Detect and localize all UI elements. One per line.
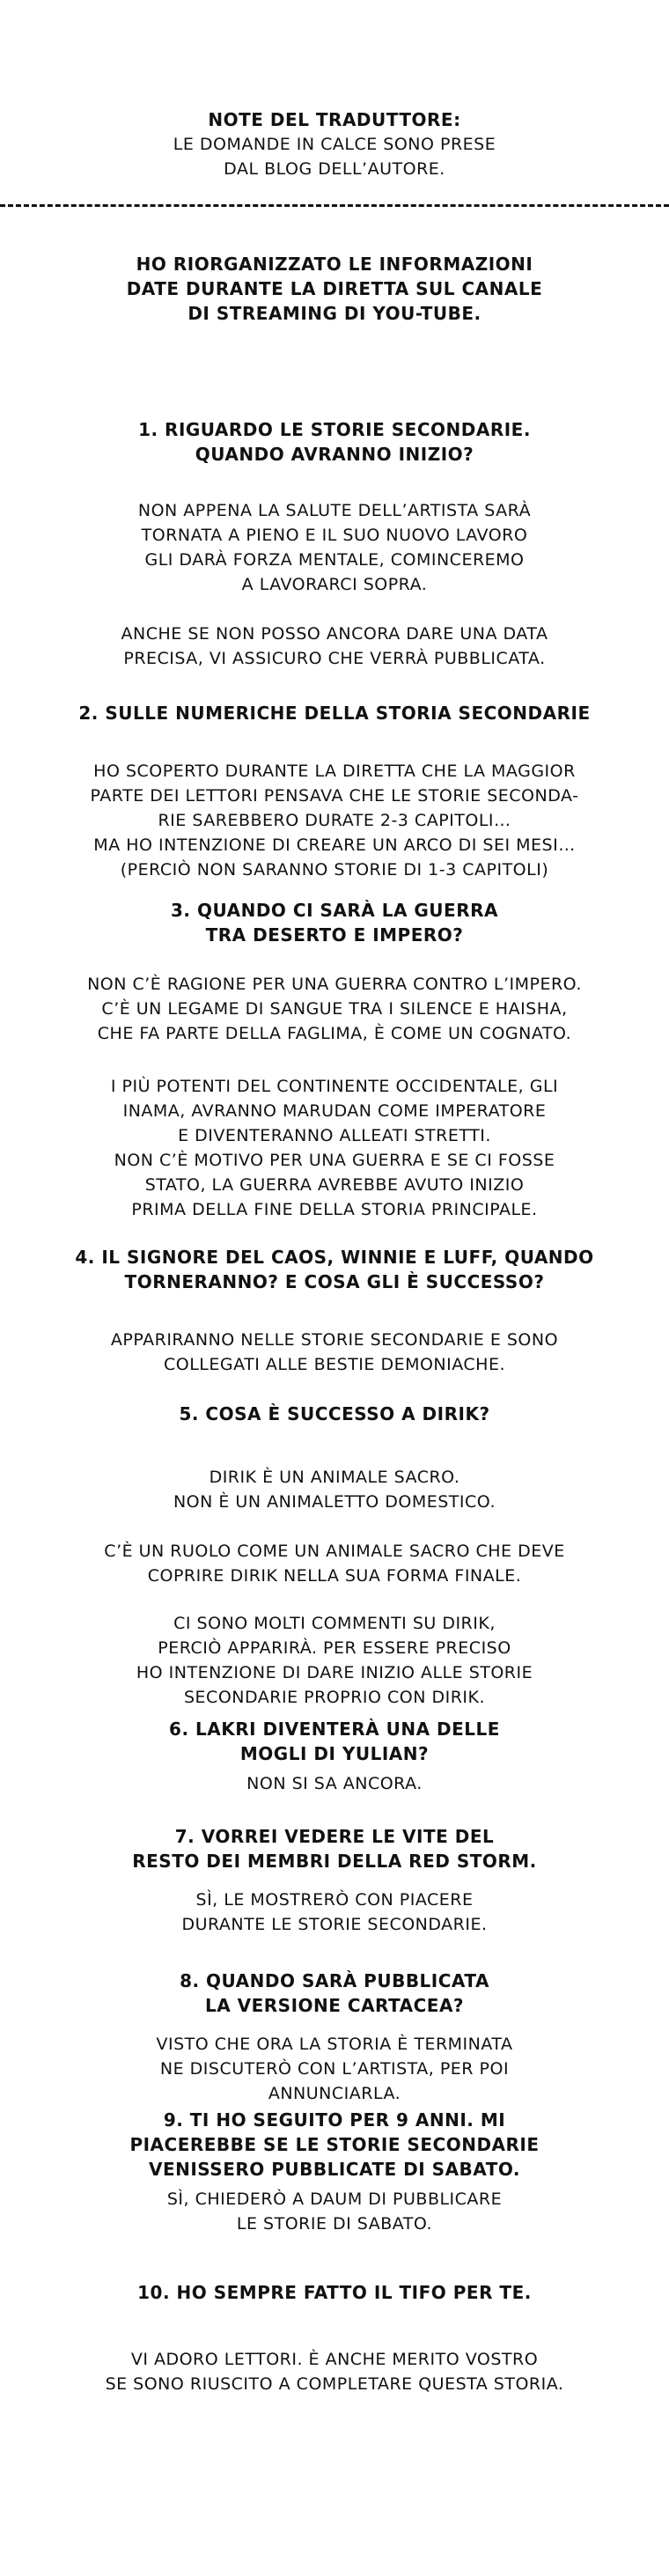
answer-1-part-1 <box>0 498 669 597</box>
question-line: TRA DESERTO E IMPERO? <box>205 924 464 946</box>
question-line: VENISSERO PUBBLICATE DI SABATO. <box>148 2159 521 2180</box>
answer-5-part-2 <box>0 1539 669 1588</box>
answer-line: ANCHE SE NON POSSO ANCORA DARE UNA DATA <box>121 624 548 644</box>
answer-4 <box>0 1328 669 1377</box>
question-8 <box>0 1969 669 2018</box>
question-line: 2. SULLE NUMERICHE DELLA STORIA SECONDARIE <box>78 703 591 724</box>
question-line: 4. IL SIGNORE DEL CAOS, WINNIE E LUFF, QUANDO <box>75 1247 594 1268</box>
question-10 <box>0 2280 669 2305</box>
answer-line: C’È UN LEGAME DI SANGUE TRA I SILENCE E HAISHA, <box>101 999 568 1019</box>
question-line: 7. VORREI VEDERE LE VITE DEL <box>174 1826 495 1847</box>
answer-line: INAMA, AVRANNO MARUDAN COME IMPERATORE <box>122 1101 547 1121</box>
question-5 <box>0 1402 669 1426</box>
answer-line: A LAVORARCI SOPRA. <box>241 575 428 594</box>
answer-line: NON È UN ANIMALETTO DOMESTICO. <box>173 1492 496 1512</box>
question-7 <box>0 1824 669 1873</box>
answer-line: COPRIRE DIRIK NELLA SUA FORMA FINALE. <box>147 1566 522 1586</box>
answer-3-part-1 <box>0 972 669 1046</box>
question-line: QUANDO AVRANNO INIZIO? <box>195 444 474 465</box>
answer-line: (PERCIÒ NON SARANNO STORIE DI 1-3 CAPITOLI) <box>120 860 549 880</box>
answer-7 <box>0 1888 669 1937</box>
question-6 <box>0 1717 669 1766</box>
question-1 <box>0 417 669 467</box>
answer-line: CI SONO MOLTI COMMENTI SU DIRIK, <box>173 1614 496 1633</box>
answer-line: NON C’È MOTIVO PER UNA GUERRA E SE CI FOSSE <box>114 1151 555 1170</box>
answer-line: DIRIK È UN ANIMALE SACRO. <box>209 1468 460 1487</box>
answer-line: PRECISA, VI ASSICURO CHE VERRÀ PUBBLICATA. <box>123 649 546 668</box>
intro-line: DI STREAMING DI YOU-TUBE. <box>187 303 482 324</box>
answer-3-part-2 <box>0 1074 669 1222</box>
answer-line: VISTO CHE ORA LA STORIA È TERMINATA <box>156 2035 513 2054</box>
answer-line: SÌ, LE MOSTRERÒ CON PIACERE <box>195 1890 474 1910</box>
answer-line: C’È UN RUOLO COME UN ANIMALE SACRO CHE DEVE <box>104 1542 565 1561</box>
question-4 <box>0 1245 669 1294</box>
question-line: 1. RIGUARDO LE STORIE SECONDARIE. <box>138 419 531 440</box>
answer-line: PARTE DEI LETTORI PENSAVA CHE LE STORIE SECONDA- <box>90 786 579 806</box>
answer-6 <box>0 1771 669 1796</box>
question-9 <box>0 2108 669 2182</box>
answer-line: SECONDARIE PROPRIO CON DIRIK. <box>183 1688 486 1707</box>
note-line: LE DOMANDE IN CALCE SONO PRESE <box>173 135 496 154</box>
answer-9 <box>0 2187 669 2236</box>
question-line: TORNERANNO? E COSA GLI È SUCCESSO? <box>124 1271 545 1292</box>
answer-line: I PIÙ POTENTI DEL CONTINENTE OCCIDENTALE, GLI <box>110 1077 559 1096</box>
question-line: MOGLI DI YULIAN? <box>239 1743 430 1764</box>
answer-line: GLI DARÀ FORZA MENTALE, COMINCEREMO <box>144 550 525 570</box>
question-2 <box>0 701 669 725</box>
answer-line: NE DISCUTERÒ CON L’ARTISTA, PER POI <box>159 2059 510 2079</box>
answer-line: HO INTENZIONE DI DARE INIZIO ALLE STORIE <box>136 1663 533 1682</box>
answer-line: PRIMA DELLA FINE DELLA STORIA PRINCIPALE. <box>131 1200 538 1219</box>
question-line: 9. TI HO SEGUITO PER 9 ANNI. MI <box>163 2109 506 2131</box>
answer-line: DURANTE LE STORIE SECONDARIE. <box>181 1915 488 1934</box>
answer-line: MA HO INTENZIONE DI CREARE UN ARCO DI SEI MESI… <box>93 835 576 855</box>
note-line: DAL BLOG DELL’AUTORE. <box>224 159 445 179</box>
answer-line: CHE FA PARTE DELLA FAGLIMA, È COME UN COGNATO. <box>97 1024 572 1043</box>
answer-line: APPARIRANNO NELLE STORIE SECONDARIE E SONO <box>110 1330 559 1350</box>
answer-line: VI ADORO LETTORI. È ANCHE MERITO VOSTRO <box>130 2350 539 2369</box>
answer-5-part-3 <box>0 1611 669 1710</box>
answer-line: NON C’È RAGIONE PER UNA GUERRA CONTRO L’IMPERO. <box>87 975 582 994</box>
note-line: NOTE DEL TRADUTTORE: <box>208 109 461 130</box>
question-line: LA VERSIONE CARTACEA? <box>204 1995 465 2016</box>
intro-paragraph <box>0 252 669 326</box>
question-line: RESTO DEI MEMBRI DELLA RED STORM. <box>132 1851 537 1872</box>
answer-line: SÌ, CHIEDERÒ A DAUM DI PUBBLICARE <box>166 2190 503 2209</box>
intro-line: HO RIORGANIZZATO LE INFORMAZIONI <box>136 254 533 275</box>
question-line: 10. HO SEMPRE FATTO IL TIFO PER TE. <box>137 2282 532 2303</box>
answer-line: ANNUNCIARLA. <box>268 2084 401 2103</box>
translator-note <box>0 107 669 181</box>
answer-line: RIE SAREBBERO DURATE 2-3 CAPITOLI… <box>158 811 511 830</box>
answer-10 <box>0 2347 669 2396</box>
question-line: PIACEREBBE SE LE STORIE SECONDARIE <box>129 2134 540 2155</box>
answer-line: NON SI SA ANCORA. <box>246 1774 423 1793</box>
question-line: 3. QUANDO CI SARÀ LA GUERRA <box>171 900 498 921</box>
answer-line: E DIVENTERANNO ALLEATI STRETTI. <box>178 1126 491 1145</box>
question-line: 6. LAKRI DIVENTERÀ UNA DELLE <box>169 1719 500 1740</box>
question-line: 8. QUANDO SARÀ PUBBLICATA <box>180 1970 489 1991</box>
answer-line: TORNATA A PIENO E IL SUO NUOVO LAVORO <box>141 526 528 545</box>
answer-line: STATO, LA GUERRA AVREBBE AVUTO INIZIO <box>144 1175 525 1195</box>
answer-line: PERCIÒ APPARIRÀ. PER ESSERE PRECISO <box>158 1638 511 1658</box>
answer-line: SE SONO RIUSCITO A COMPLETARE QUESTA STORIA. <box>105 2374 564 2394</box>
answer-1-part-2 <box>0 622 669 671</box>
answer-line: COLLEGATI ALLE BESTIE DEMONIACHE. <box>163 1355 506 1374</box>
intro-line: DATE DURANTE LA DIRETTA SUL CANALE <box>126 278 543 299</box>
answer-5-part-1 <box>0 1465 669 1514</box>
answer-line: NON APPENA LA SALUTE DELL’ARTISTA SARÀ <box>137 501 532 520</box>
question-3 <box>0 898 669 947</box>
answer-line: LE STORIE DI SABATO. <box>236 2214 433 2234</box>
question-line: 5. COSA È SUCCESSO A DIRIK? <box>179 1403 490 1424</box>
answer-line: HO SCOPERTO DURANTE LA DIRETTA CHE LA MAGGIOR <box>93 762 576 781</box>
answer-8 <box>0 2032 669 2106</box>
dashed-divider <box>0 204 669 207</box>
answer-2 <box>0 759 669 882</box>
